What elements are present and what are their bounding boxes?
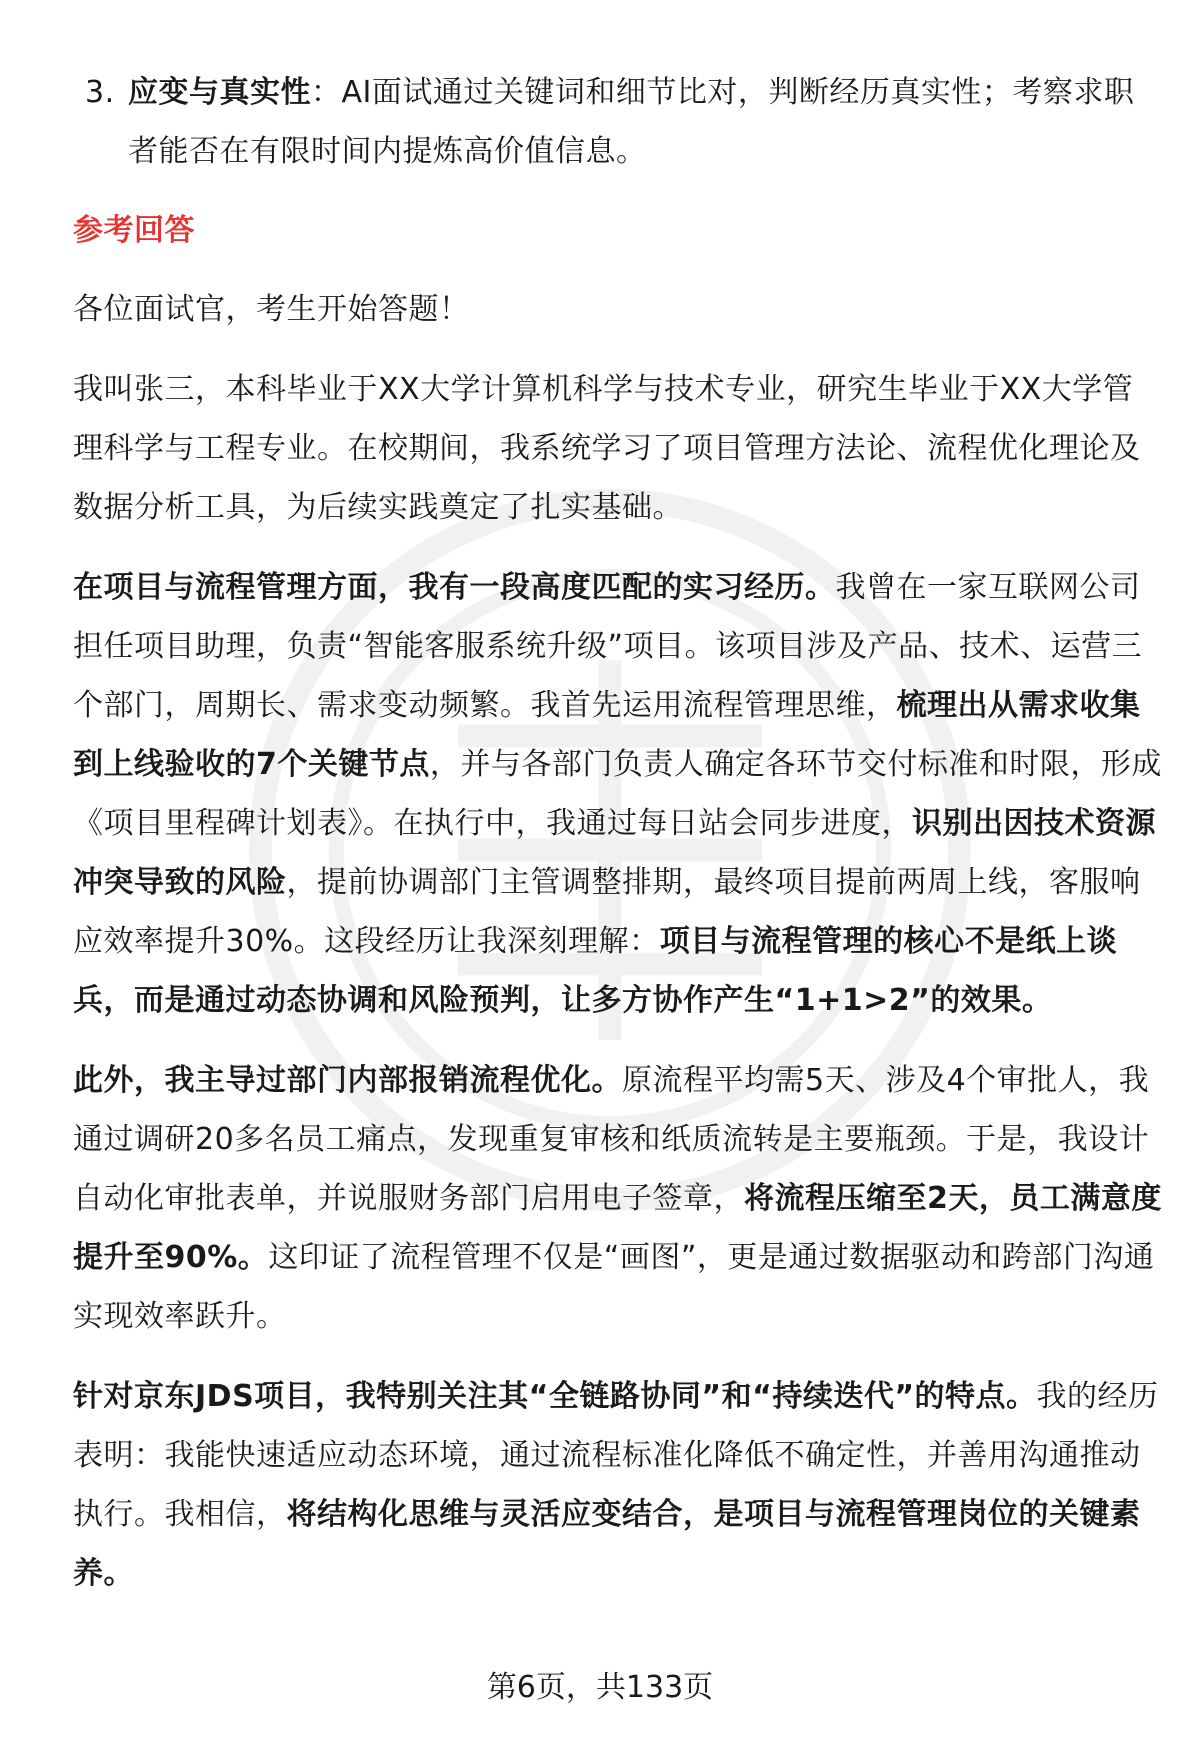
paragraph-bold-run: 将流程压缩至2天，员工满意度提升至90%。 (73, 1181, 1162, 1275)
paragraph-text-run: 我的经历表明：我能快速适应动态环境，通过流程标准化降低不确定性，并善用沟通推动执行。我相信， (73, 1379, 1159, 1532)
paragraph-text-run: 这印证了流程管理不仅是“画图”，更是通过数据驱动和跨部门沟通实现效率跃升。 (73, 1240, 1155, 1334)
list-item-3 (73, 63, 1163, 181)
paragraph-text-run: 我曾在一家互联网公司担任项目助理，负责“智能客服系统升级”项目。该项目涉及产品、技术、运营三个部门，周期长、需求变动频繁。我首先运用流程管理思维， (73, 570, 1143, 723)
document-content (73, 63, 1163, 1624)
greeting-paragraph: 各位面试官，考生开始答题！ (73, 292, 470, 327)
section-heading-reference-answer: 参考回答 (73, 213, 195, 248)
jds-project-paragraph (73, 1367, 1163, 1603)
page-footer: 第6页，共133页 (486, 1670, 714, 1705)
process-optimization-paragraph (73, 1051, 1163, 1346)
paragraph-text-run: ，提前协调部门主管调整排期，最终项目提前两周上线，客服响应效率提升30%。这段经历让我深刻理解： (73, 865, 1141, 959)
intro-paragraph: 我叫张三，本科毕业于XX大学计算机科学与技术专业，研究生毕业于XX大学管理科学与工程专业。在校期间，我系统学习了项目管理方法论、流程优化理论及数据分析工具，为后续实践奠定了扎实基础。 (73, 372, 1141, 525)
paragraph-bold-run: 识别出因技术资源冲突导致的风险 (73, 806, 1156, 900)
list-item-title: 应变与真实性 (128, 75, 311, 110)
paragraph-bold-run: 此外，我主导过部门内部报销流程优化。 (73, 1063, 622, 1098)
list-item-text: ：AI面试通过关键词和细节比对，判断经历真实性；考察求职者能否在有限时间内提炼高价值信息。 (128, 75, 1135, 169)
list-number: 3. (85, 75, 115, 110)
paragraph-bold-run: 针对京东JDS项目，我特别关注其“全链路协同”和“持续迭代”的特点。 (73, 1379, 1037, 1414)
paragraph-bold-run: 在项目与流程管理方面，我有一段高度匹配的实习经历。 (73, 570, 836, 605)
paragraph-bold-run: 项目与流程管理的核心不是纸上谈兵，而是通过动态协调和风险预判，让多方协作产生“1+1>2”的效果。 (73, 924, 1118, 1018)
paragraph-bold-run: 将结构化思维与灵活应变结合，是项目与流程管理岗位的关键素养。 (73, 1497, 1141, 1591)
paragraph-text-run: ，并与各部门负责人确定各环节交付标准和时限，形成《项目里程碑计划表》。在执行中，我通过每日站会同步进度， (73, 747, 1162, 841)
project-experience-paragraph (73, 558, 1163, 1030)
paragraph-bold-run: 梳理出从需求收集到上线验收的7个关键节点 (73, 688, 1141, 782)
paragraph-text-run: 原流程平均需5天、涉及4个审批人，我通过调研20多名员工痛点，发现重复审核和纸质流转是主要瓶颈。于是，我设计自动化审批表单，并说服财务部门启用电子签章， (73, 1063, 1150, 1216)
